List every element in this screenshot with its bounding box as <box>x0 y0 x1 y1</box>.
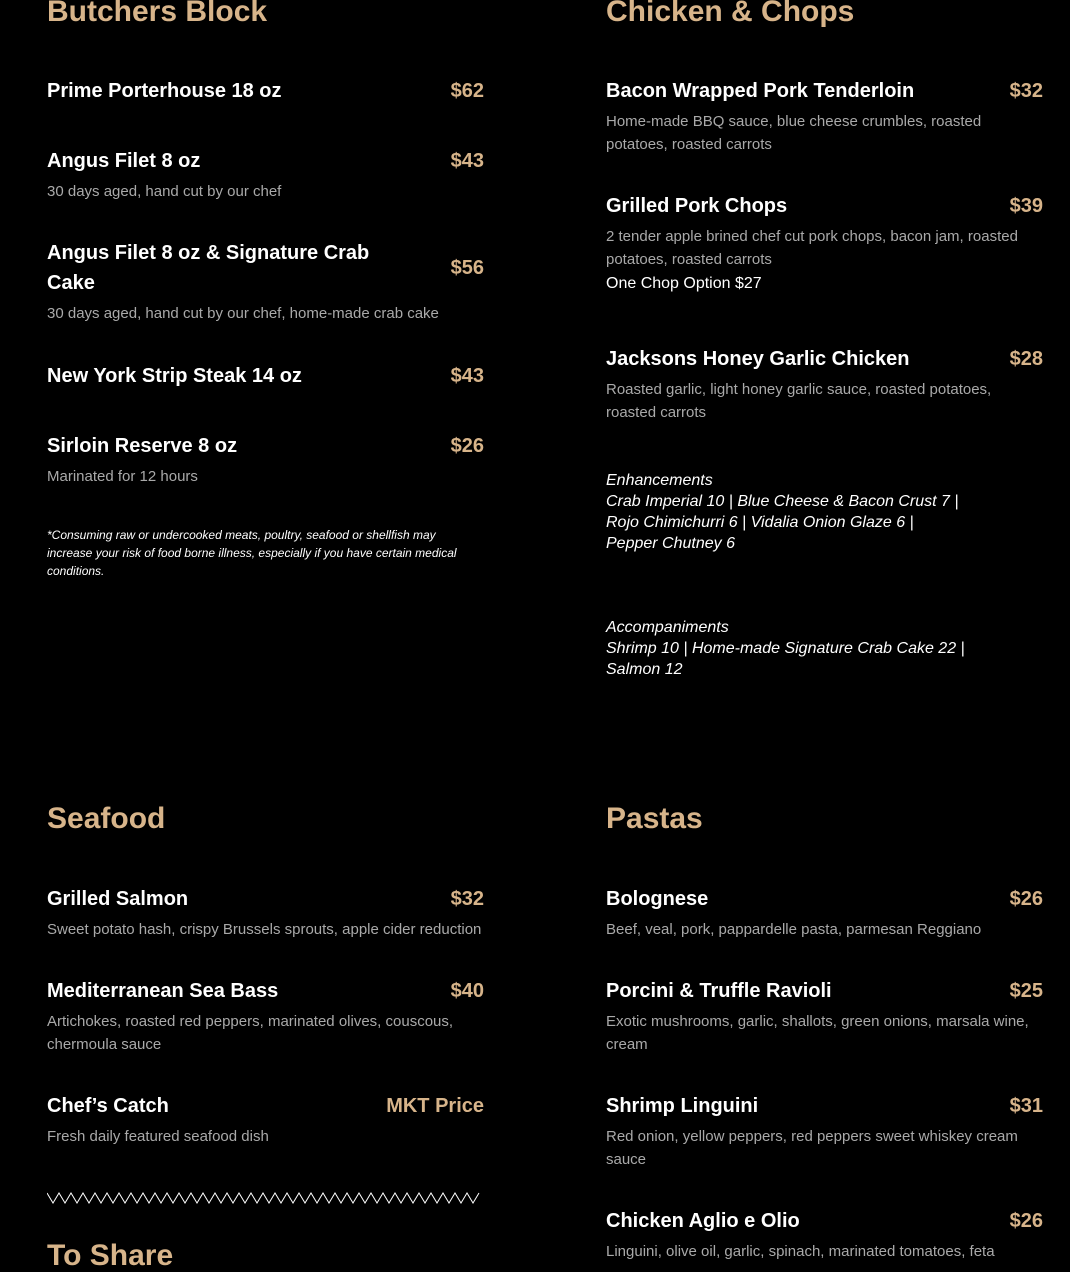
item-price: $31 <box>1009 1095 1043 1117</box>
item-name: Chef’s Catch <box>47 1095 169 1117</box>
item-description: Linguini, olive oil, garlic, spinach, marinated tomatoes, feta <box>606 1243 995 1260</box>
item-description: Sweet potato hash, crispy Brussels sprouts, apple cider reduction <box>47 921 482 938</box>
item-price: $26 <box>1009 1210 1043 1232</box>
item-description: Artichokes, roasted red peppers, marinated olives, couscous, chermoula sauce <box>47 1013 454 1053</box>
item-price: $26 <box>450 435 484 457</box>
section-title: Chicken & Chops <box>606 0 855 28</box>
butchers-block-section <box>47 0 484 600</box>
menu-item <box>47 431 484 489</box>
section-title: Butchers Block <box>47 0 268 28</box>
seafood-section <box>47 800 484 1272</box>
accompaniments-heading: Accompaniments <box>606 619 729 636</box>
item-description: Marinated for 12 hours <box>47 468 198 485</box>
menu-item <box>606 1091 1043 1171</box>
item-name: Bacon Wrapped Pork Tenderloin <box>606 80 915 102</box>
item-name: Angus Filet 8 oz & Signature Crab Cake <box>47 242 370 294</box>
item-description: 2 tender apple brined chef cut pork chops, bacon jam, roasted potatoes, roasted carrots <box>606 228 1018 268</box>
enhancements-block <box>606 470 958 554</box>
menu-item <box>47 238 484 326</box>
accompaniments-line: Shrimp 10 | Home-made Signature Crab Cake 22 | <box>606 640 965 657</box>
item-name: Mediterranean Sea Bass <box>47 980 279 1002</box>
zigzag-divider <box>47 1192 484 1204</box>
menu-item <box>606 191 1043 296</box>
item-description: 30 days aged, hand cut by our chef <box>47 183 282 200</box>
item-price: $28 <box>1009 348 1043 370</box>
item-option: One Chop Option $27 <box>606 275 762 292</box>
section-title: To Share <box>47 1239 174 1272</box>
item-description: Red onion, yellow peppers, red peppers sweet whiskey cream sauce <box>606 1128 1018 1168</box>
item-description: Roasted garlic, light honey garlic sauce, roasted potatoes, roasted carrots <box>606 381 992 421</box>
item-price: $62 <box>450 80 484 102</box>
item-price: $25 <box>1009 980 1043 1002</box>
item-name: Angus Filet 8 oz <box>47 150 201 172</box>
item-description: Exotic mushrooms, garlic, shallots, green onions, marsala wine, cream <box>606 1013 1029 1053</box>
item-name: Shrimp Linguini <box>606 1095 759 1117</box>
accompaniments-line: Salmon 12 <box>606 661 683 678</box>
item-name: Bolognese <box>606 888 709 910</box>
menu-item <box>606 976 1043 1056</box>
item-price: $43 <box>450 150 484 172</box>
section-title: Seafood <box>47 802 166 835</box>
pastas-section <box>606 800 1043 1260</box>
menu-item <box>47 146 484 204</box>
menu-item <box>47 976 484 1056</box>
menu-item <box>47 884 484 942</box>
item-price: $32 <box>450 888 484 910</box>
item-description: Beef, veal, pork, pappardelle pasta, parmesan Reggiano <box>606 921 982 938</box>
item-price: $56 <box>450 257 484 279</box>
menu-item <box>606 884 1043 942</box>
menu-item <box>606 344 1043 424</box>
item-description: Home-made BBQ sauce, blue cheese crumbles, roasted potatoes, roasted carrots <box>606 113 982 153</box>
food-safety-disclaimer: *Consuming raw or undercooked meats, poultry, seafood or shellfish may increase your risk of food borne illness, especially if you have certain medical conditions. <box>47 528 457 578</box>
item-price: MKT Price <box>386 1095 484 1117</box>
item-price: $43 <box>450 365 484 387</box>
item-name: Prime Porterhouse 18 oz <box>47 80 282 102</box>
item-name: Grilled Salmon <box>47 888 189 910</box>
menu-item <box>47 76 484 106</box>
menu-item <box>606 76 1043 156</box>
accompaniments-block <box>606 617 965 680</box>
menu-item <box>47 361 484 391</box>
item-name: Chicken Aglio e Olio <box>606 1210 800 1232</box>
item-name: Porcini & Truffle Ravioli <box>606 980 832 1002</box>
enhancements-line: Crab Imperial 10 | Blue Cheese & Bacon Crust 7 | <box>606 493 959 510</box>
section-title: Pastas <box>606 802 703 835</box>
item-description: 30 days aged, hand cut by our chef, home-made crab cake <box>47 305 439 322</box>
chicken-chops-section <box>606 0 1043 720</box>
item-name: Sirloin Reserve 8 oz <box>47 435 238 457</box>
item-price: $32 <box>1009 80 1043 102</box>
enhancements-line: Rojo Chimichurri 6 | Vidalia Onion Glaze 6 | <box>606 514 914 531</box>
enhancements-line: Pepper Chutney 6 <box>606 535 735 552</box>
item-name: New York Strip Steak 14 oz <box>47 365 302 387</box>
item-name: Grilled Pork Chops <box>606 195 788 217</box>
item-description: Fresh daily featured seafood dish <box>47 1128 269 1145</box>
item-price: $40 <box>450 980 484 1002</box>
menu-item <box>47 1091 484 1149</box>
item-price: $26 <box>1009 888 1043 910</box>
enhancements-heading: Enhancements <box>606 472 713 489</box>
item-price: $39 <box>1009 195 1043 217</box>
item-name: Jacksons Honey Garlic Chicken <box>606 348 910 370</box>
